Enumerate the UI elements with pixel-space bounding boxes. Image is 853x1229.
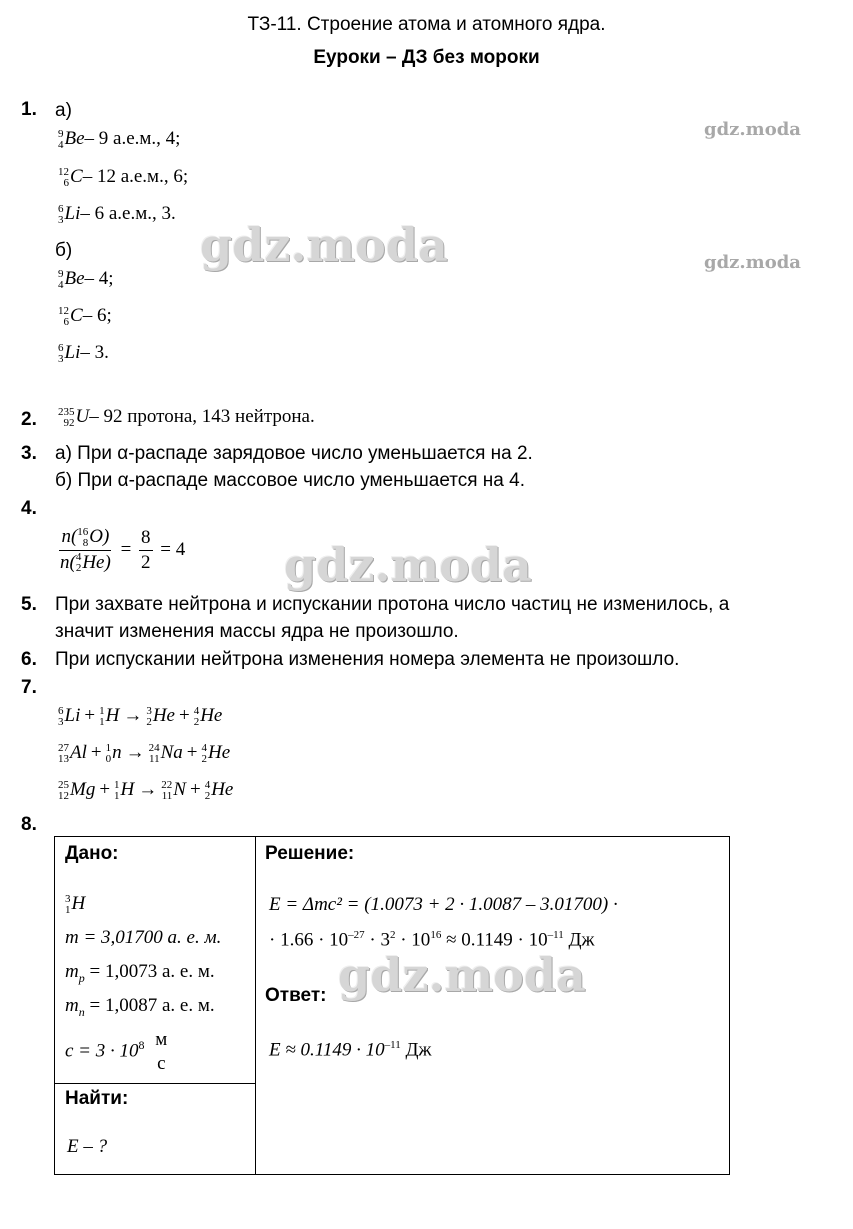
q1-number: 1. [21,99,37,120]
nuclide: 6 3 Li [58,704,81,728]
nuclide: 1 1 H [114,778,135,802]
q2-number: 2. [21,409,37,430]
nuclide: 22 11 N [161,778,186,802]
arrow-icon: → [123,705,143,726]
q2-text: 235 92 U– 92 протона, 143 нейтрона. [58,405,315,429]
watermark-small-2: gdz.moda [704,252,801,273]
q7-reaction-2 [58,742,230,765]
isotope-scripts: 6 3 [58,202,64,226]
q3-number: 3. [21,443,37,464]
answer-value: $E \approx 0.1149 \cdot 10^{-11}$ Дж [269,1039,432,1061]
nuclide: 1 0 n [105,741,122,765]
isotope-scripts: 9 4 [58,127,64,151]
solution-line-1: E = Δmc² = (1.0073 + 2 · 1.0087 – 3.01700) · [269,894,618,915]
find-value: E – ? [67,1136,108,1157]
watermark-big-1: gdz.moda [200,218,448,272]
isotope-scripts: 12 6 [58,304,69,328]
solution-cell [256,837,730,1175]
plus-sign: + [90,742,102,763]
watermark-big-3: gdz.moda [338,948,586,1002]
nuclide: 27 13 Al [58,741,87,765]
watermark-small-1: gdz.moda [704,119,801,140]
q1-a-line-1: 9 4 Be– 9 а.е.м., 4; [58,127,181,151]
page-subtitle: Еуроки – ДЗ без мороки [313,47,540,68]
nuclide: 24 11 Na [148,741,183,765]
isotope-scripts: 235 92 [58,405,75,429]
q4-number: 4. [21,498,37,519]
given-isotope: 3 1 H [65,892,86,916]
q4-formula: n( 16 8 O) n( 4 2 He) = $\frac{8}{2}$ = 4 [60,525,186,575]
q1-a-line-3: 6 3 Li– 6 а.е.м., 3. [58,202,176,226]
task-table [54,836,730,1175]
q4-fraction-value: $\frac{8}{2}$ [141,526,151,573]
q3-line-a: а) При α-распаде зарядовое число уменьшается на 2. [55,443,533,464]
given-proton-mass: $m_p = 1,0073$ а. е. м. [65,961,215,985]
given-mass: m = 3,01700 а. е. м. [65,927,222,948]
nuclide: 1 1 H [99,704,120,728]
q1-part-a-label: а) [55,100,72,121]
arrow-icon: → [125,742,145,763]
answer-label: Ответ: [265,985,327,1006]
q7-reaction-3 [58,779,233,802]
given-label: Дано: [65,843,119,864]
plus-sign: + [186,742,198,763]
q1-a-line-2: 12 6 C– 12 а.е.м., 6; [58,165,189,189]
nuclide: 25 12 Mg [58,778,96,802]
q7-reaction-1 [58,705,222,728]
q7-number: 7. [21,677,37,698]
find-label: Найти: [65,1088,129,1109]
q6-text: При испускании нейтрона изменения номера элемента не произошло. [55,649,680,670]
find-cell [55,1084,256,1175]
q1-part-b-label: б) [55,240,73,261]
plus-sign: + [84,705,96,726]
q1-b-line-1: 9 4 Be– 4; [58,267,114,291]
nuclide: 3 2 He [146,704,175,728]
given-light-speed: $c = 3 \cdot 10^8$ м с [65,1029,168,1074]
arrow-icon: → [138,779,158,800]
solution-line-2: · $1.66 \cdot 10^{-27} \cdot 3^2 \cdot 10^{16} \approx 0.1149 \cdot 10^{-11}$ Дж [269,929,595,951]
q1-b-line-3: 6 3 Li– 3. [58,341,109,365]
q5-line-1: При захвате нейтрона и испускании протона число частиц не изменилось, а [55,594,730,615]
page-title: ТЗ-11. Строение атома и атомного ядра. [247,14,606,35]
q3-line-b: б) При α-распаде массовое число уменьшается на 4. [55,470,525,491]
q5-line-2: значит изменения массы ядра не произошло. [55,621,459,642]
nuclide: 4 2 He [204,778,234,802]
given-cell [55,837,256,1084]
nuclide: 4 2 He [193,704,223,728]
plus-sign: + [178,705,190,726]
q8-number: 8. [21,814,37,835]
nuclide: 4 2 He [201,741,231,765]
q5-number: 5. [21,594,37,615]
given-neutron-mass: $m_n = 1,0087$ а. е. м. [65,995,215,1019]
isotope-scripts: 9 4 [58,267,64,291]
isotope-scripts: 6 3 [58,341,64,365]
q6-number: 6. [21,649,37,670]
watermark-big-2: gdz.moda [284,538,532,592]
isotope-scripts: 12 6 [58,165,69,189]
q1-b-line-2: 12 6 C– 6; [58,304,112,328]
plus-sign: + [99,779,111,800]
plus-sign: + [189,779,201,800]
q4-fraction-ratio: n( 16 8 O) n( 4 2 He) [60,525,111,575]
solution-label: Решение: [265,843,355,864]
